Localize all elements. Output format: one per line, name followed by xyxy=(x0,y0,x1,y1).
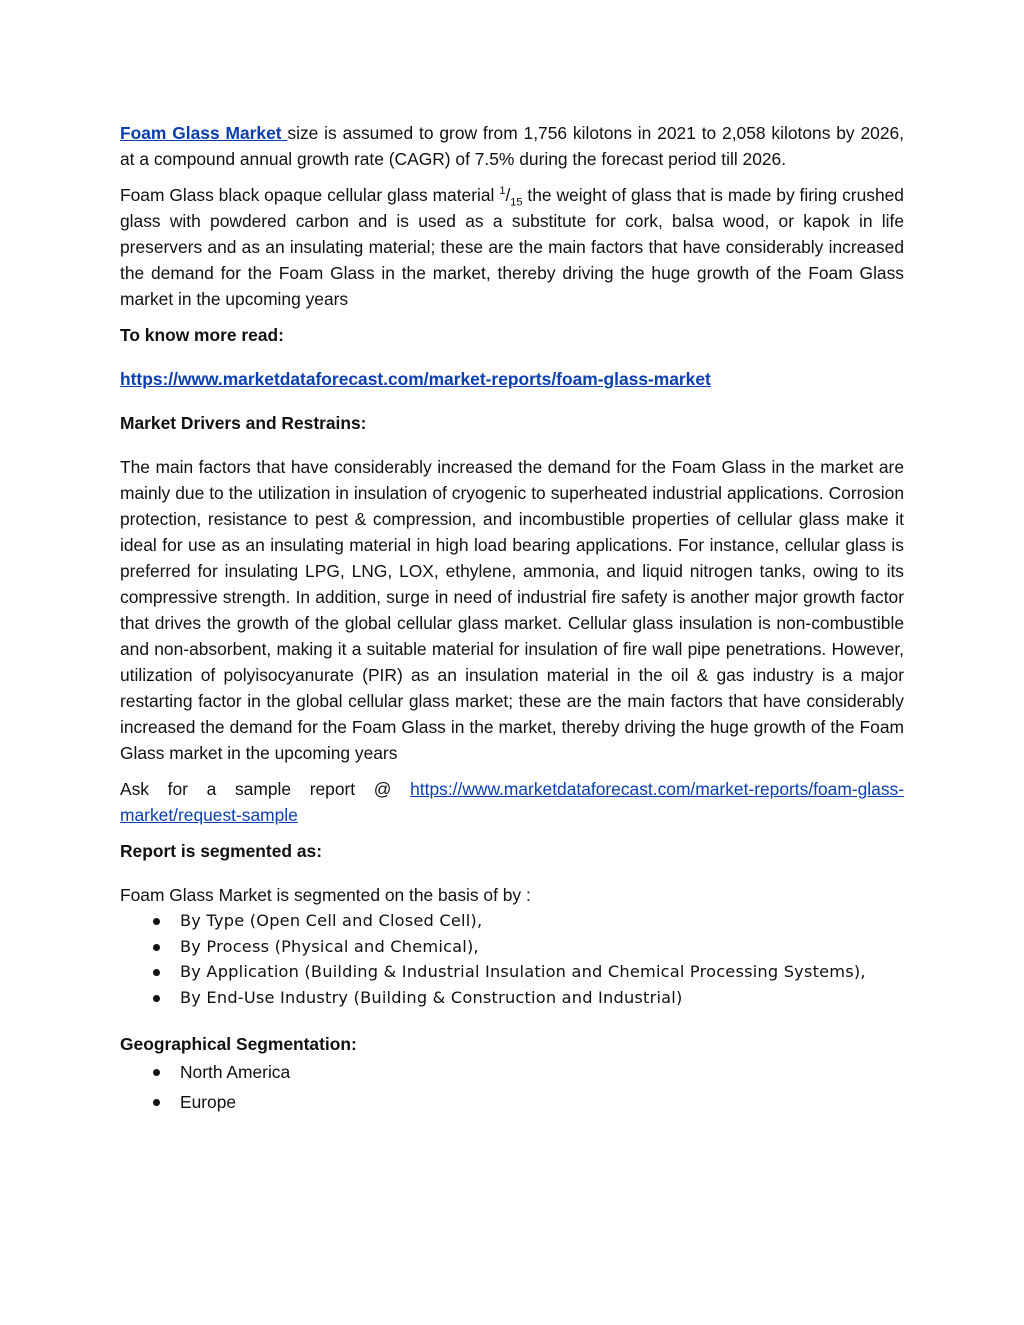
fraction-denominator: 15 xyxy=(510,196,523,209)
bullet-icon xyxy=(153,1099,160,1106)
sample-report-link[interactable]: https://www.marketdataforecast.com/market-reports/foam-glass-market/request-sample xyxy=(120,779,904,825)
fraction-numerator: 1 xyxy=(499,185,506,198)
list-item xyxy=(120,1057,904,1087)
sample-text: Ask for a sample report @ xyxy=(120,779,411,799)
bullet-icon xyxy=(153,995,160,1002)
description-text-start: Foam Glass black opaque cellular glass material xyxy=(120,185,500,205)
list-item xyxy=(120,1087,904,1117)
list-item xyxy=(120,908,904,934)
description-text-end: the weight of glass that is made by firing crushed glass with powdered carbon and is used as a substitute for cork, balsa wood, or kapok in life preservers and as an insulating material; these are the main factors that have considerably increased the demand for the Foam Glass in the market, thereby driving the huge growth of the Foam Glass market in the upcoming years xyxy=(120,185,904,309)
segmentation-heading: Report is segmented as: xyxy=(120,841,322,861)
list-item-text: By Type (Open Cell and Closed Cell), xyxy=(180,911,483,930)
drivers-heading: Market Drivers and Restrains: xyxy=(120,413,367,433)
read-more-heading: To know more read: xyxy=(120,325,284,345)
intro-paragraph xyxy=(120,120,904,172)
bullet-icon xyxy=(153,944,160,951)
list-item xyxy=(120,985,904,1011)
segmentation-list xyxy=(120,908,904,1010)
list-item-text: By End-Use Industry (Building & Construction and Industrial) xyxy=(180,987,683,1007)
document-page xyxy=(120,120,904,1117)
fraction-slash: / xyxy=(505,185,511,205)
geography-heading: Geographical Segmentation: xyxy=(120,1034,357,1054)
geography-list xyxy=(120,1057,904,1117)
drivers-paragraph: The main factors that have considerably increased the demand for the Foam Glass in the market are mainly due to the utilization in insulation of cryogenic to superheated industrial applications. Corrosion protection, resistance to pest & compression, and incombustible properties of cellular glass make it ideal for use as an insulating material in high load bearing applications. For instance, cellular glass is preferred for insulating LPG, LNG, LOX, ethylene, ammonia, and liquid nitrogen tanks, owing to its compressive strength. In addition, surge in need of industrial fire safety is another major growth factor that drives the growth of the global cellular glass market. Cellular glass insulation is non-combustible and non-absorbent, making it a suitable material for insulation of fire wall pipe penetrations. However, utilization of polyisocyanurate (PIR) as an insulation material in the oil & gas industry is a major restarting factor in the global cellular glass market; these are the main factors that have considerably increased the demand for the Foam Glass in the market, thereby driving the huge growth of the Foam Glass market in the upcoming years xyxy=(120,457,904,763)
report-url-link[interactable]: https://www.marketdataforecast.com/market-reports/foam-glass-market xyxy=(120,369,711,389)
bullet-icon xyxy=(153,1069,160,1076)
sample-paragraph xyxy=(120,776,904,828)
list-item-text: By Process (Physical and Chemical), xyxy=(180,936,479,956)
list-item-text: By Application (Building & Industrial Insulation and Chemical Processing Systems), xyxy=(180,962,866,981)
list-item xyxy=(120,934,904,960)
bullet-icon xyxy=(153,969,160,976)
list-item-text: Europe xyxy=(180,1092,237,1112)
read-more-link-paragraph xyxy=(120,366,904,392)
segmentation-intro: Foam Glass Market is segmented on the basis of by : xyxy=(120,885,531,905)
list-item-text: North America xyxy=(180,1062,291,1082)
list-item xyxy=(120,959,904,985)
description-paragraph xyxy=(120,182,904,312)
foam-glass-market-link[interactable]: Foam Glass Market xyxy=(120,123,288,143)
bullet-icon xyxy=(153,918,160,925)
intro-text: size is assumed to grow from 1,756 kilotons in 2021 to 2,058 kilotons by 2026, at a compound annual growth rate (CAGR) of 7.5% during the forecast period till 2026. xyxy=(120,123,904,169)
